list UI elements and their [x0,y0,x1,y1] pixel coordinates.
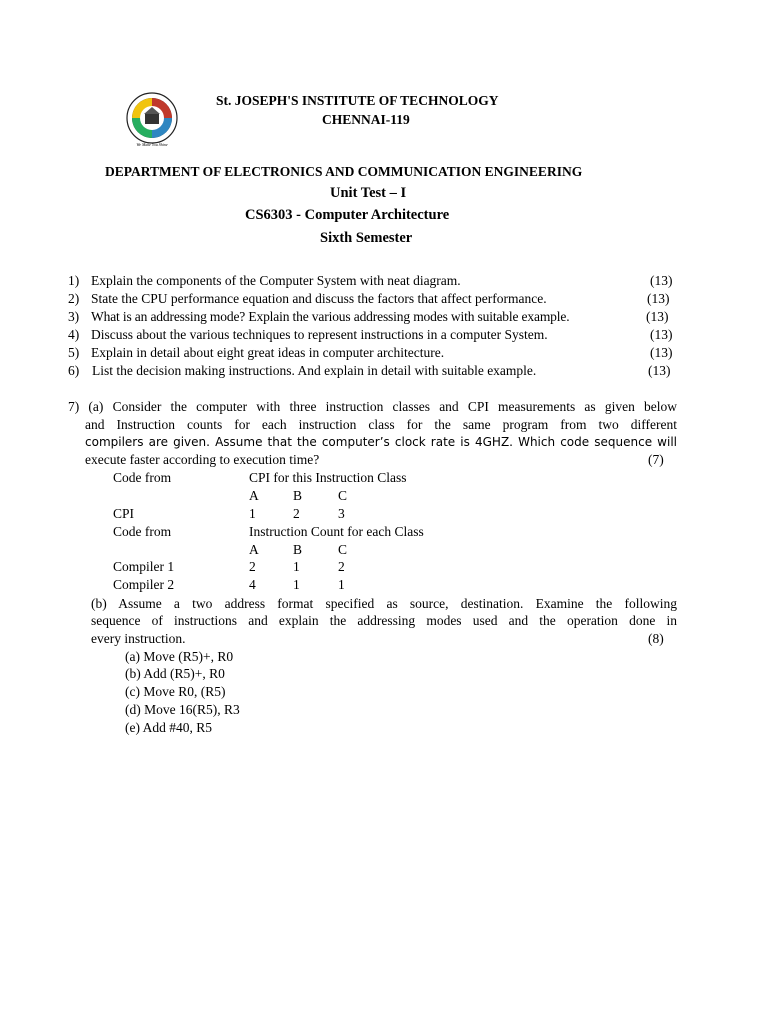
question-number: 4) [68,327,80,342]
question-text: Explain in detail about eight great ideas in computer architecture. [91,345,445,360]
table-header-count: Instruction Count for each Class [249,524,424,539]
course-title: CS6303 - Computer Architecture [245,207,450,223]
table-cell: 1 [293,559,300,574]
instruction-item: (c) Move R0, (R5) [125,684,226,699]
table-class: C [338,488,348,503]
question-marks: (13) [648,363,671,378]
question-text: Explain the components of the Computer System with neat diagram. [91,273,461,288]
question-text: Discuss about the various techniques to represent instructions in a computer System. [91,327,548,342]
table-class: A [249,542,259,557]
instruction-item: (a) Move (R5)+, R0 [125,649,234,664]
q7b-marks: (8) [648,631,664,646]
table-cell: 2 [293,506,300,521]
department-name: DEPARTMENT OF ELECTRONICS AND COMMUNICATION ENGINEERING [105,164,583,179]
logo-motto: We Make You Shine [136,142,168,147]
table-cell: 1 [293,577,300,592]
table-cell: 3 [338,506,345,521]
institution-logo [124,92,180,148]
instruction-item: (d) Move 16(R5), R3 [125,702,240,717]
table-class: B [293,542,303,557]
semester-title: Sixth Semester [320,230,413,246]
table-label-code-from: Code from [113,524,172,539]
table-class: A [249,488,259,503]
test-title: Unit Test – I [330,185,407,201]
table-cell: 4 [249,577,256,592]
q7b-line2: sequence of instructions and explain the addressing modes used and the operation done in [91,613,677,628]
q7a-line3: compilers are given. Assume that the computer’s clock rate is 4GHZ. Which code sequence will [85,435,677,449]
table-label-code-from: Code from [113,470,172,485]
institution-name: St. JOSEPH'S INSTITUTE OF TECHNOLOGY [216,93,499,108]
table-header-cpi: CPI for this Instruction Class [249,470,407,485]
instruction-item: (e) Add #40, R5 [125,720,212,735]
table-class: B [293,488,303,503]
question-number: 1) [68,273,80,288]
table-label-cpi: CPI [113,506,135,521]
table-cell: 2 [338,559,345,574]
table-cell: 1 [249,506,256,521]
q7a-marks: (7) [648,452,664,467]
institution-city: CHENNAI-119 [322,112,410,127]
question-marks: (13) [650,273,673,288]
table-label-compiler2: Compiler 2 [113,577,175,592]
question-number: 5) [68,345,80,360]
q7a-line1: 7) (a) Consider the computer with three instruction classes and CPI measurements as given below [68,399,677,414]
q7a-line4: execute faster according to execution time? [85,452,320,467]
q7a-line2: and Instruction counts for each instruction class for the same program from two different [85,417,677,432]
table-cell: 1 [338,577,345,592]
question-number: 6) [68,363,80,378]
question-text: List the decision making instructions. And explain in detail with suitable example. [92,363,537,378]
question-text: What is an addressing mode? Explain the various addressing modes with suitable example. [91,309,570,324]
question-marks: (13) [646,309,669,324]
question-marks: (13) [647,291,670,306]
q7b-line1: (b) Assume a two address format specified as source, destination. Examine the following [91,596,677,611]
question-text: State the CPU performance equation and discuss the factors that affect performance. [91,291,547,306]
question-marks: (13) [650,327,673,342]
question-marks: (13) [650,345,673,360]
question-number: 2) [68,291,80,306]
instruction-item: (b) Add (R5)+, R0 [125,666,225,681]
question-number: 3) [68,309,79,324]
table-class: C [338,542,348,557]
table-label-compiler1: Compiler 1 [113,559,175,574]
table-cell: 2 [249,559,256,574]
q7b-line3: every instruction. [91,631,186,646]
